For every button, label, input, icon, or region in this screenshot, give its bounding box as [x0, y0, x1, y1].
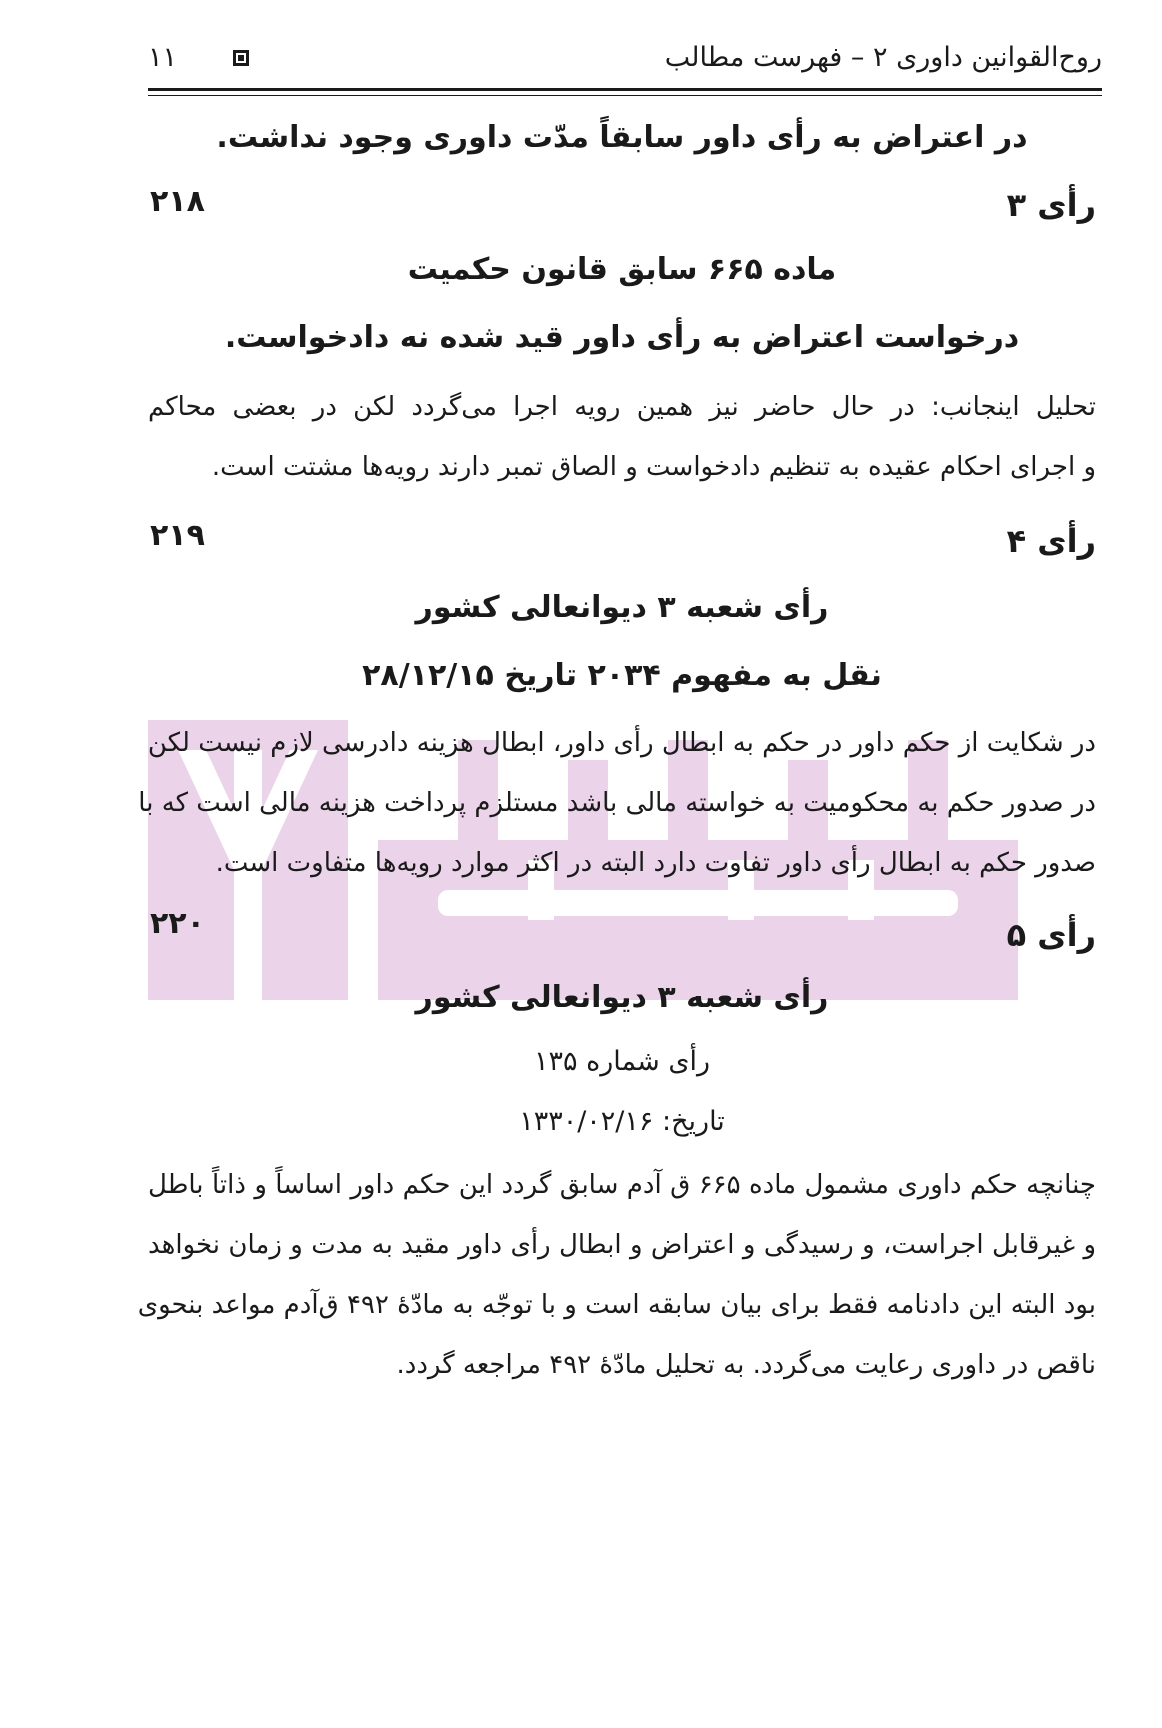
heading-line-4: رأی شعبه ۳ دیوانعالی کشور	[415, 590, 829, 625]
heading-line-1: در اعتراض به رأی داور سابقاً مدّت داوری وجود نداشت.	[216, 120, 1028, 155]
heading-line-3: درخواست اعتراض به رأی داور قید شده نه دادخواست.	[224, 320, 1020, 355]
ray-4-label: رأی ۴	[1006, 522, 1096, 560]
header-title: روح‌القوانین داوری ۲ – فهرست مطالب	[664, 42, 1102, 73]
header-rule-thin	[148, 95, 1102, 96]
paragraph-3-line: چنانچه حکم داوری مشمول ماده ۶۶۵ ق آدم سابق گردد این حکم داور اساساً و ذاتاً باطل	[148, 1170, 1096, 1200]
ray-4-page: ۲۱۹	[150, 518, 205, 553]
paragraph-3-line: و غیرقابل اجراست، و رسیدگی و اعتراض و ابطال رأی داور مقید به مدت و زمان نخواهد	[148, 1230, 1096, 1260]
paragraph-3-line: بود البته این دادنامه فقط برای بیان سابقه است و با توجّه به مادّهٔ ۴۹۲ ق‌آدم مواعد بنحوی	[137, 1290, 1096, 1320]
ray-5-label: رأی ۵	[1006, 916, 1096, 954]
heading-line-2: ماده ۶۶۵ سابق قانون حکمیت	[407, 252, 837, 287]
paragraph-2-line: در شکایت از حکم داور در حکم به ابطال رأی داور، ابطال هزینه دادرسی لازم نیست لکن	[147, 728, 1096, 758]
ray-5-page: ۲۲۰	[150, 906, 205, 941]
square-bullet-icon	[233, 50, 249, 66]
ray-3-page: ۲۱۸	[150, 184, 205, 219]
paragraph-3-line: ناقص در داوری رعایت می‌گردد. به تحلیل مادّهٔ ۴۹۲ مراجعه گردد.	[396, 1350, 1096, 1380]
paragraph-2-line: صدور حکم به ابطال رأی داور تفاوت دارد البته در اکثر موارد رویه‌ها متفاوت است.	[215, 848, 1096, 878]
paragraph-1-line: تحلیل اینجانب: در حال حاضر نیز همین رویه اجرا می‌گردد لکن در بعضی محاکم	[148, 392, 1096, 422]
ruling-number: رأی شماره ۱۳۵	[534, 1046, 710, 1077]
ruling-date: تاریخ: ۱۳۳۰/۰۲/۱۶	[519, 1106, 725, 1137]
ray-3-label: رأی ۳	[1006, 186, 1096, 224]
paragraph-2-line: در صدور حکم به محکومیت به خواسته مالی باشد مستلزم پرداخت هزینه مالی است که با	[138, 788, 1096, 818]
heading-line-5: نقل به مفهوم ۲۰۳۴ تاریخ ۲۸/۱۲/۱۵	[362, 658, 882, 693]
page-number: ۱۱	[148, 42, 178, 73]
paragraph-1-line: و اجرای احکام عقیده به تنظیم دادخواست و الصاق تمبر دارند رویه‌ها مشتت است.	[211, 452, 1096, 482]
header-rule-thick	[148, 88, 1102, 91]
running-header	[148, 36, 1102, 82]
heading-line-6: رأی شعبه ۳ دیوانعالی کشور	[415, 980, 829, 1015]
